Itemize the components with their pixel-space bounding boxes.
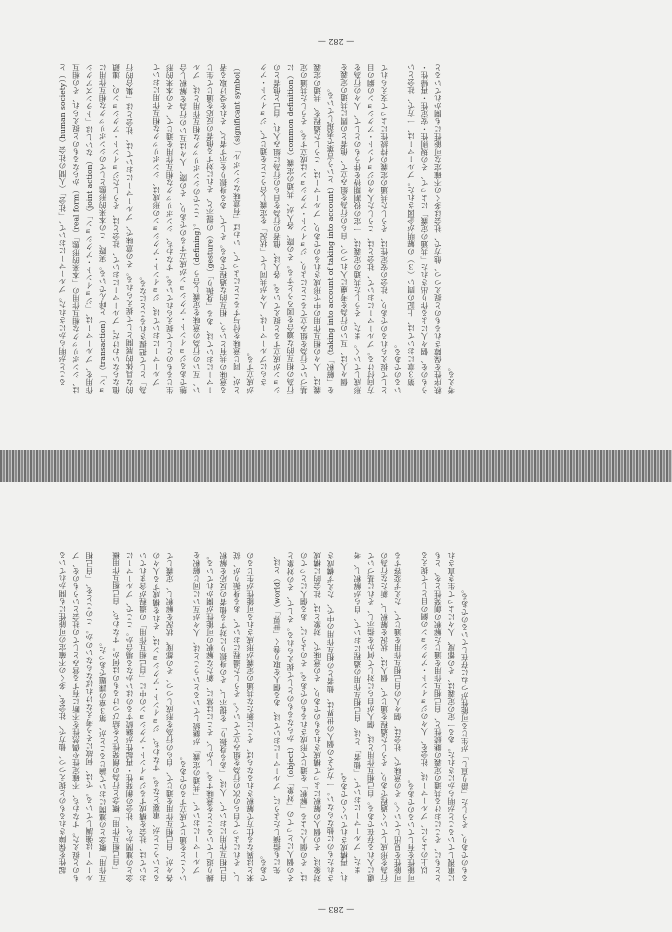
bottom-page-body-text — [56, 552, 616, 882]
scanner-edge-band — [0, 466, 672, 482]
paragraph: 「自己相互作用」概念と行為の創発性とを結びつけるものは何か。すなわち、自己相互作用概念との連関から、社会の創発性・再起性が継続するのはいかなる場合か。ここで、ブルーマーにおいては、社会を構成するジョイント・アクションの中に「自己相互作用」の過程が含まれているということが、重要となる。すなわち、ジョイント・アクションは、それを構成する人々の各々が、自己相互作用を通じて、自らの行為を形成しつつ、その都度、状況を解釈し、定義していくことを通じて成立するのである。 — [111, 552, 188, 882]
paragraph: また、ブルーマーにおいて、「他者」とは、自己相互作用の過程において、自らが解釈し、考慮に入れる存在である。自己相互作用とは、個人が自らに対して何かを指示し、それに基づいて行為を形成していく過程であり、そうした過程を通じて、個人は、状況を解釈し、新たな行為の可能性を見出していく。その意味で、社会は、個々人の自己相互作用を通じて、たえず変容する可能性を有しているのである。 — [352, 552, 416, 882]
page-number: — 283 — — [317, 905, 355, 914]
paragraph: さらにブルーマーは、人々が共同して「状況」を定義し合うことを通じて、ジョイント・アクションが成立すると捉えている。各人は、他者の行為を自らの行為に組み入れ、自己と他者との行為の相互的な適合を図ろうとする。その際、各人が、共通の定義（common definition）に基づいて行為を組み立てることにより、ジョイント・アクションは成立する。そうした共通の定義は、人々の相互作用の中で形成されるのであり、ブルーマーは、こうした過程を、共通の定義を「解釈」（taking into account of taking into account）という言葉で表現している。 — [259, 64, 336, 394]
paragraph: ブルーマーにおいては、ジョイント・アクションの形成は、シンボリックな相互作用において生じるものとして捉えられている。すなわち、シンボリックな相互作用を通じて、その本来的形態であるジョイント・アクションが成立するのであり、その際、人々は互いの行為を解釈し合い、互いの行為の意味を定義し合う（defining）。ここでのシンボリックな相互作用とは、ブルーマーにおいては、ある「身振り」（gesture）の提示と、それに対する他者の反応を通じて生じる意味の共有という、相互的な過程である。そして、ある身振りを示す者と、それを受け取る者とが、同じ意味を付与することによって、いわば「有意味なシンボル」（significant symbol）が成立する。 — [151, 64, 255, 394]
bottom-page-content — [0, 482, 672, 932]
top-page-body-text — [56, 64, 616, 394]
paragraph: 個々人は、互いの行為を考慮に入れつつ、自らの行為を組み立て、他者との間に共通の定義を形成していく。また、そうした共通の定義は、一定の役割期待を伴うものとして、人々の行為を方向付ける。ブルーマーにおいて、社会とは、こうした人々のジョイント・アクションの網の目として捉えられるのであり、社会の安定性は、そうした共通の定義の持続性によって支えられているのである。 — [339, 64, 403, 394]
paragraph: 起性を保障されるものと捉えつつ、他方で、社会を、多くの不確定の可能性にも開かれているものと捉えた。すなわち、不確定性や偶然性を不断に有する営みとしての社会というものを、ブルーマーは強調している。では、何故にそう考えなければならないのか。このことを、「自己相互作用」概念との連関において論じることが、第３章の課題であった。 — [58, 552, 108, 882]
page-number: — 282 — — [317, 37, 355, 46]
paragraph: 以上のように、ブルーマーは、社会を、人々のジョイント・アクションの網の目として捉えるとともに、そこにおける共通の定義の継続性と、自己相互作用を通じた解釈の創発性とを、ともに重視していることが明らかにされた。ある一定の定義は、その都度、人々によって生き直されるものであり、そうした「語り直し」が生じる可能性がつねに存在しているのである。 — [419, 552, 470, 882]
paragraph: 第３章においては、上記の問い（３）の解明が企図された。ブルーマーは、一方で、社会というものを、個々人による作り出された「共通の定義」によって、その規則性・安定性・再帰性・秩序性を保障されるものと捉えつつ、他方で、社会は多くの不確定な可能性にも開かれていると考える。 — [406, 64, 456, 394]
top-page-content — [0, 0, 672, 450]
paragraph: ブルーマーにおいて、「共通の定義」が継続しているということは、人々が互いに同じ解釈を繰り返していることを意味する。しかし、そこには常に、新たな解釈の可能性が開かれている。自己相互作用において、人は、「ある身振り」を提示し、その身振りに対する他者の反応を解釈し、それによって自らの次の行為を組み立てていく。そうした過程において、ある身振りが、従来とは異なる仕方で解釈されるならば、そこに新たな共通の定義が形成される可能性が生じるのである。 — [192, 552, 269, 882]
paragraph: ることが明らかにされた。ブルーマーにおいて、「社会」（人間の社会（human society））とは、シンボリックな相互作用の「本来的形態」（real form）からなるものと捉えられ、その相互作用を、ブルーマーは、「ジョイント・アクション」（joint action）ないしは「トランズアクション」（transaction）と呼んでいる。実際、この本来的形態としてのシンボリックな相互作用に他ならないわけだ。ブルーマーにおいて、社会とは、そうしたジョイント・アクションの、連鎖的な具体的展開として捉えられる。その意味で、ブルーマーにおいては、社会とは「集合的行為」として把握されることになる。 — [58, 64, 148, 394]
scanner-edge-band — [0, 450, 672, 466]
bottom-page — [0, 466, 672, 932]
paragraph: 先にも指摘したように、ブルーマーにおいては、ある個人を取り巻く「世界」（world）とは、その個人にとっての「対象」（object）からなるものとして捉えられる。そして、その対象とは、その個人による「解釈」を通じて形成されるものである。そのように、ある個人にとっての対象は、その個人の解釈によって構成されるものであり、その意味で、対象とは、社会的に構成されたものに他ならない。一方でその個人の世界は、他者との相互作用の中で、たえず構成され、再構成されていくのである。 — [272, 552, 349, 882]
